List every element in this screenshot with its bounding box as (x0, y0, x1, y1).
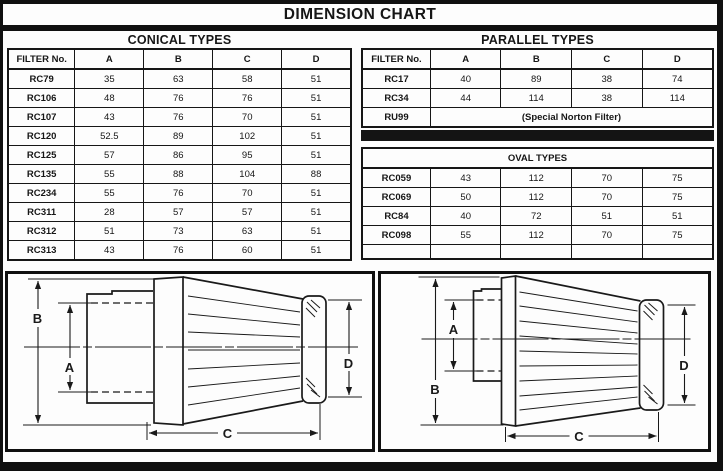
cell: 28 (75, 203, 144, 222)
cell: 57 (213, 203, 282, 222)
cell: 95 (213, 146, 282, 165)
table-row (362, 108, 713, 128)
cell: 114 (642, 89, 713, 108)
cell: RC79 (8, 69, 75, 89)
col-header: B (144, 49, 213, 69)
empty-cell (642, 245, 713, 260)
table-row (362, 188, 713, 207)
table-row (8, 69, 351, 89)
cell: RC120 (8, 127, 75, 146)
filter-body (87, 277, 326, 425)
table-row (8, 165, 351, 184)
table-row (362, 69, 713, 89)
dimension-d (668, 305, 696, 405)
section-separator-band (361, 130, 714, 141)
cell: 35 (75, 69, 144, 89)
table-row (8, 108, 351, 127)
cell: 72 (501, 207, 572, 226)
cell: 51 (572, 207, 643, 226)
col-header: FILTER No. (8, 49, 75, 69)
page-title: DIMENSION CHART (283, 6, 437, 23)
cell: 112 (501, 168, 572, 188)
table-row (8, 241, 351, 261)
cell: 38 (572, 89, 643, 108)
cell: RC125 (8, 146, 75, 165)
cell: 51 (642, 207, 713, 226)
cell: 63 (213, 222, 282, 241)
cell: 76 (144, 241, 213, 261)
cell: 55 (75, 165, 144, 184)
cell: RC34 (362, 89, 430, 108)
col-header: B (501, 49, 572, 69)
header-row (8, 49, 351, 69)
cap-hatching (644, 303, 658, 404)
conical-section (7, 31, 352, 261)
empty-cell (501, 245, 572, 260)
cell: RC17 (362, 69, 430, 89)
cell: RC106 (8, 89, 75, 108)
col-header: A (430, 49, 501, 69)
dim-label-d: D (679, 358, 689, 373)
cell: 43 (75, 241, 144, 261)
cell: 60 (213, 241, 282, 261)
cell: 75 (642, 226, 713, 245)
cell: 51 (282, 203, 351, 222)
cell: 52.5 (75, 127, 144, 146)
table-row (8, 127, 351, 146)
cell: 88 (282, 165, 351, 184)
cell: 73 (144, 222, 213, 241)
dimension-d (328, 300, 362, 397)
col-header: D (642, 49, 713, 69)
oval-table (361, 147, 714, 260)
conical-table (7, 48, 352, 261)
dim-label-c: C (574, 429, 584, 444)
cell: 40 (430, 207, 501, 226)
cell: 75 (642, 168, 713, 188)
table-row (8, 146, 351, 165)
cell: 70 (213, 184, 282, 203)
cell: RC098 (362, 226, 430, 245)
dimension-c (147, 404, 320, 442)
pleat-lines (188, 296, 300, 405)
cell: 70 (572, 168, 643, 188)
diagrams-section (5, 271, 711, 452)
cell: 43 (430, 168, 501, 188)
parallel-filter-drawing (381, 274, 708, 449)
cell: RC059 (362, 168, 430, 188)
cell: 112 (501, 226, 572, 245)
conical-heading: CONICAL TYPES (127, 33, 232, 47)
dim-label-b: B (430, 382, 440, 397)
cell: 40 (430, 69, 501, 89)
dim-label-a: A (448, 322, 459, 337)
cell: RU99 (362, 108, 430, 128)
dimension-a (445, 300, 478, 371)
parallel-filter-diagram (378, 271, 711, 452)
dim-label-b: B (32, 311, 43, 326)
cell: 50 (430, 188, 501, 207)
col-header: C (213, 49, 282, 69)
cell: 58 (213, 69, 282, 89)
table-row (8, 203, 351, 222)
conical-filter-diagram (5, 271, 375, 452)
cell: 38 (572, 69, 643, 89)
cell: RC135 (8, 165, 75, 184)
parallel-heading: PARALLEL TYPES (481, 33, 594, 47)
pleat-lines (520, 292, 638, 410)
cell: RC311 (8, 203, 75, 222)
filter-body (474, 276, 664, 426)
cell: RC107 (8, 108, 75, 127)
cell: 48 (75, 89, 144, 108)
parallel-table (361, 48, 714, 128)
cell: 51 (282, 184, 351, 203)
cell: 114 (501, 89, 572, 108)
cell: 55 (75, 184, 144, 203)
parallel-oval-section (361, 31, 714, 261)
cell: 51 (282, 89, 351, 108)
cell: RC84 (362, 207, 430, 226)
table-row (362, 168, 713, 188)
cell: 89 (501, 69, 572, 89)
col-header: A (75, 49, 144, 69)
cell: 104 (213, 165, 282, 184)
cell: 74 (642, 69, 713, 89)
dim-label-d: D (343, 356, 354, 371)
cell: RC313 (8, 241, 75, 261)
cell: 55 (430, 226, 501, 245)
cell: 63 (144, 69, 213, 89)
conical-filter-drawing (8, 274, 372, 449)
cell: 76 (213, 89, 282, 108)
cell: RC312 (8, 222, 75, 241)
cell: 70 (213, 108, 282, 127)
cell: 112 (501, 188, 572, 207)
cell: 89 (144, 127, 213, 146)
oval-heading: OVAL TYPES (362, 148, 713, 168)
empty-cell (362, 245, 430, 260)
cell: 51 (282, 241, 351, 261)
col-header: C (572, 49, 643, 69)
dimension-b (419, 277, 504, 425)
dim-label-a: A (64, 360, 75, 375)
header-row (362, 49, 713, 69)
cell: 51 (282, 146, 351, 165)
table-row (8, 184, 351, 203)
cell: 51 (282, 127, 351, 146)
cell: 51 (282, 108, 351, 127)
tables-section (3, 31, 717, 261)
cell: 51 (75, 222, 144, 241)
cap-hatching (306, 300, 320, 397)
table-row (8, 222, 351, 241)
empty-cell (430, 245, 501, 260)
table-row (8, 89, 351, 108)
cell: 70 (572, 226, 643, 245)
cell: 57 (75, 146, 144, 165)
col-header: D (282, 49, 351, 69)
cell: 70 (572, 188, 643, 207)
cell: 86 (144, 146, 213, 165)
table-row (362, 226, 713, 245)
dim-label-c: C (222, 426, 233, 441)
cell: 43 (75, 108, 144, 127)
cell: 75 (642, 188, 713, 207)
cell: RC234 (8, 184, 75, 203)
empty-cell (572, 245, 643, 260)
cell: 76 (144, 89, 213, 108)
cell: 102 (213, 127, 282, 146)
empty-row (362, 245, 713, 260)
col-header: FILTER No. (362, 49, 430, 69)
cell: 51 (282, 222, 351, 241)
cell: 44 (430, 89, 501, 108)
cell: 88 (144, 165, 213, 184)
cell: RC069 (362, 188, 430, 207)
cell: 76 (144, 184, 213, 203)
table-row (362, 207, 713, 226)
special-note-cell: (Special Norton Filter) (430, 108, 713, 128)
table-row (362, 89, 713, 108)
cell: 76 (144, 108, 213, 127)
header-row (362, 148, 713, 168)
cell: 57 (144, 203, 213, 222)
cell: 51 (282, 69, 351, 89)
